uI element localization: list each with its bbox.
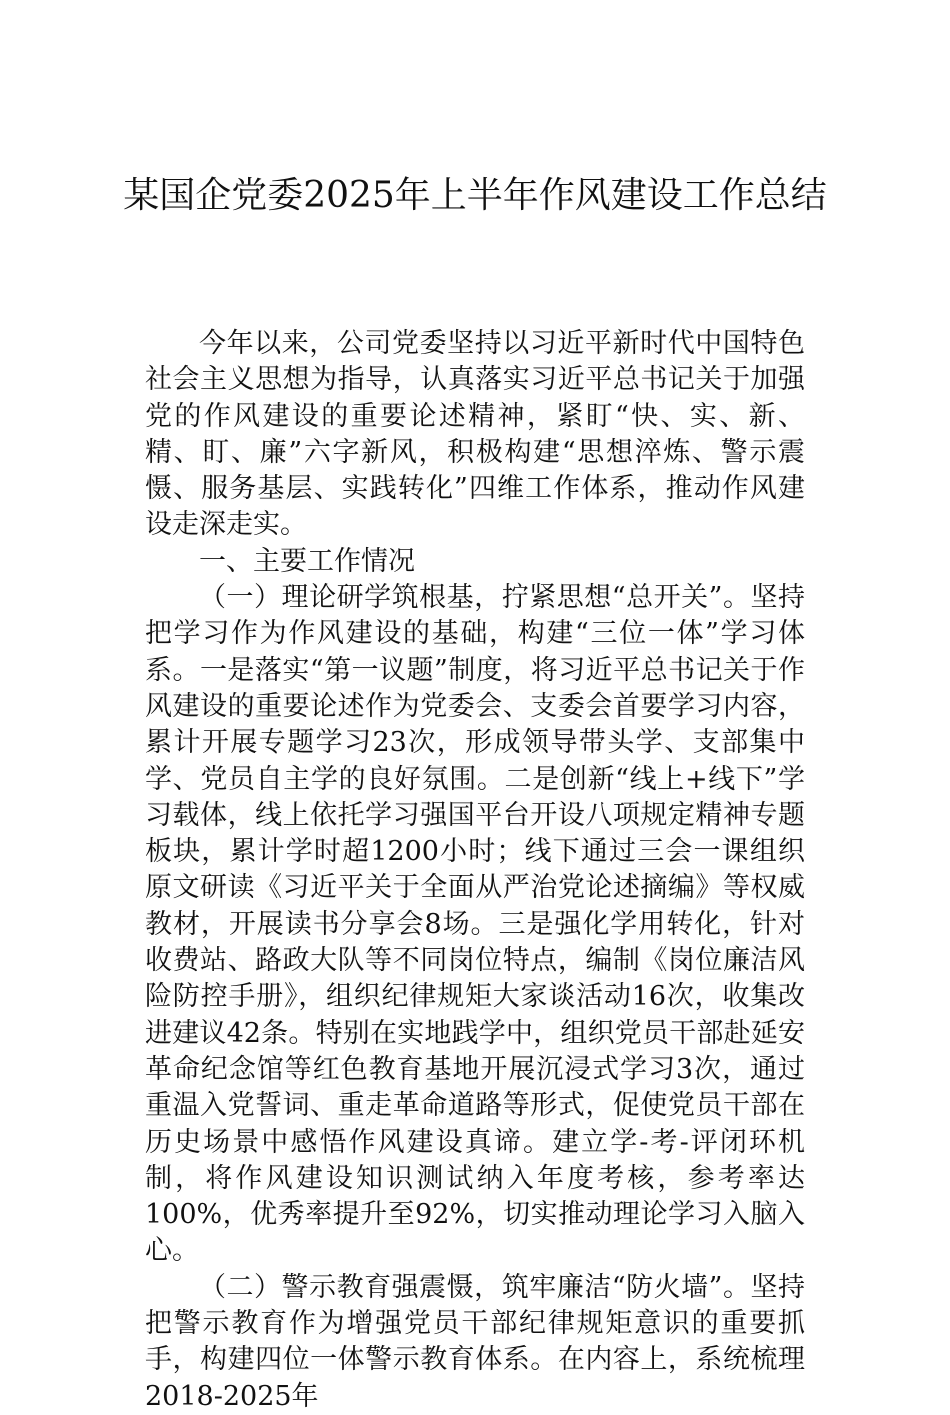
section-heading: 一、主要工作情况 — [199, 545, 415, 577]
document-body — [145, 326, 805, 1415]
subsection-paragraph-2: （二）警示教育强震慑，筑牢廉洁“防火墙”。坚持把警示教育作为增强党员干部纪律规矩意识的重要抓手，构建四位一体警示教育体系。在内容上，系统梳理2018-2025年 — [145, 1271, 805, 1412]
subsection-paragraph-1: （一）理论研学筑根基，拧紧思想“总开关”。坚持把学习作为作风建设的基础，构建“三位一体”学习体系。一是落实“第一议题”制度，将习近平总书记关于作风建设的重要论述作为党委会、支委会首要学习内容，累计开展专题学习23次，形成领导带头学、支部集中学、党员自主学的良好氛围。二是创新“线上+线下”学习载体，线上依托学习强国平台开设八项规定精神专题板块，累计学时超1200小时；线下通过三会一课组织原文研读《习近平关于全面从严治党论述摘编》等权威教材，开展读书分享会8场。三是强化学用转化，针对收费站、路政大队等不同岗位特点，编制《岗位廉洁风险防控手册》，组织纪律规矩大家谈活动16次，收集改进建议42条。特别在实地践学中，组织党员干部赴延安革命纪念馆等红色教育基地开展沉浸式学习3次，通过重温入党誓词、重走革命道路等形式，促使党员干部在历史场景中感悟作风建设真谛。建立学-考-评闭环机制，将作风建设知识测试纳入年度考核，参考率达100%，优秀率提升至92%，切实推动理论学习入脑入心。 — [145, 582, 805, 1267]
intro-paragraph: 今年以来，公司党委坚持以习近平新时代中国特色社会主义思想为指导，认真落实习近平总书记关于加强党的作风建设的重要论述精神，紧盯“快、实、新、精、盯、廉”六字新风，积极构建“思想淬炼、警示震慑、服务基层、实践转化”四维工作体系，推动作风建设走深走实。 — [145, 328, 805, 541]
document-title: 某国企党委2025年上半年作风建设工作总结 — [123, 175, 827, 216]
